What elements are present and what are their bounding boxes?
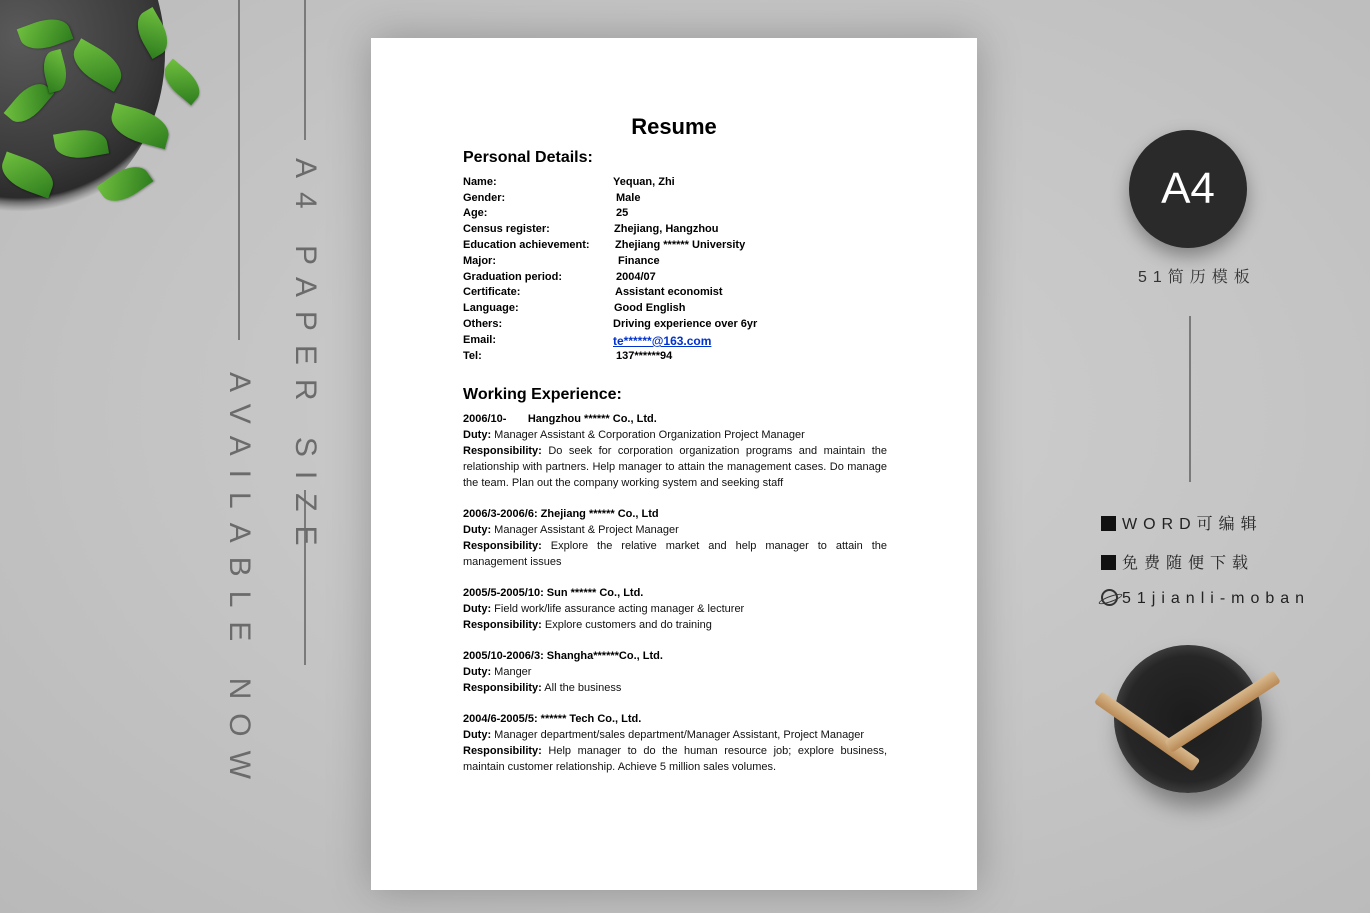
detail-row: Education achievement: Zhejiang ****** University <box>463 239 746 251</box>
job-entry: 2005/10-2006/3: Shangha******Co., Ltd. Duty: Manger Responsibility: All the business <box>463 650 663 694</box>
detail-row: Email: te******@163.com <box>463 334 712 348</box>
feature-word-editable: WORD可编辑 <box>1101 511 1263 534</box>
paper-size-line-top <box>304 0 306 140</box>
detail-row: Major: Finance <box>463 255 660 267</box>
detail-row: Others: Driving experience over 6yr <box>463 318 758 330</box>
a4-badge: A4 <box>1129 130 1247 248</box>
detail-row: Census register: Zhejiang, Hangzhou <box>463 223 719 235</box>
personal-details-heading: Personal Details: <box>463 149 593 166</box>
paper-size-text: A4 PAPER SIZE <box>289 158 322 560</box>
available-now-text: AVAILABLE NOW <box>223 372 256 793</box>
job-entry: 2006/10- Hangzhou ****** Co., Ltd. Duty: Manager Assistant & Corporation Organization Project Manager Responsibility: Do seek for corporation organization programs and maintain the relationship with partners. Help manager to attain the management cases. Do manage the team. Plan out the company working system and seeking staff <box>463 413 887 489</box>
left-line-top <box>238 0 240 340</box>
site-link[interactable]: 51jianli-moban <box>1101 589 1310 608</box>
detail-row: Graduation period: 2004/07 <box>463 271 656 283</box>
square-bullet-icon <box>1101 555 1116 570</box>
resume-paper <box>371 38 977 890</box>
working-experience-heading: Working Experience: <box>463 386 622 403</box>
feature-free-download: 免费随便下载 <box>1101 550 1254 573</box>
detail-row: Gender: Male <box>463 192 641 204</box>
detail-row: Language: Good English <box>463 302 686 314</box>
brand-label: 51简历模板 <box>1138 269 1256 286</box>
right-divider-line <box>1189 316 1191 482</box>
job-entry: 2004/6-2005/5: ****** Tech Co., Ltd. Duty: Manager department/sales department/Manager Assistant, Project Manager Responsibility: Help manager to do the human resource job; explore business, maintain customer relationship. Achieve 5 million sales volumes. <box>463 713 887 773</box>
resume-title: Resume <box>631 114 717 139</box>
detail-row: Age: 25 <box>463 207 629 219</box>
detail-row: Name: Yequan, Zhi <box>463 176 675 188</box>
planet-icon <box>1101 589 1118 606</box>
detail-row: Certificate: Assistant economist <box>463 286 723 298</box>
email-link[interactable]: te******@163.com <box>613 334 712 348</box>
plant-decoration <box>0 0 210 260</box>
square-bullet-icon <box>1101 516 1116 531</box>
job-entry: 2006/3-2006/6: Zhejiang ****** Co., Ltd Duty: Manager Assistant & Project Manager Responsibility: Explore the relative market and help manager to attain the management issues <box>463 508 887 568</box>
job-entry: 2005/5-2005/10: Sun ****** Co., Ltd. Duty: Field work/life assurance acting manager & lecturer Responsibility: Explore customers and do training <box>463 587 745 631</box>
detail-row: Tel: 137******94 <box>463 350 673 362</box>
